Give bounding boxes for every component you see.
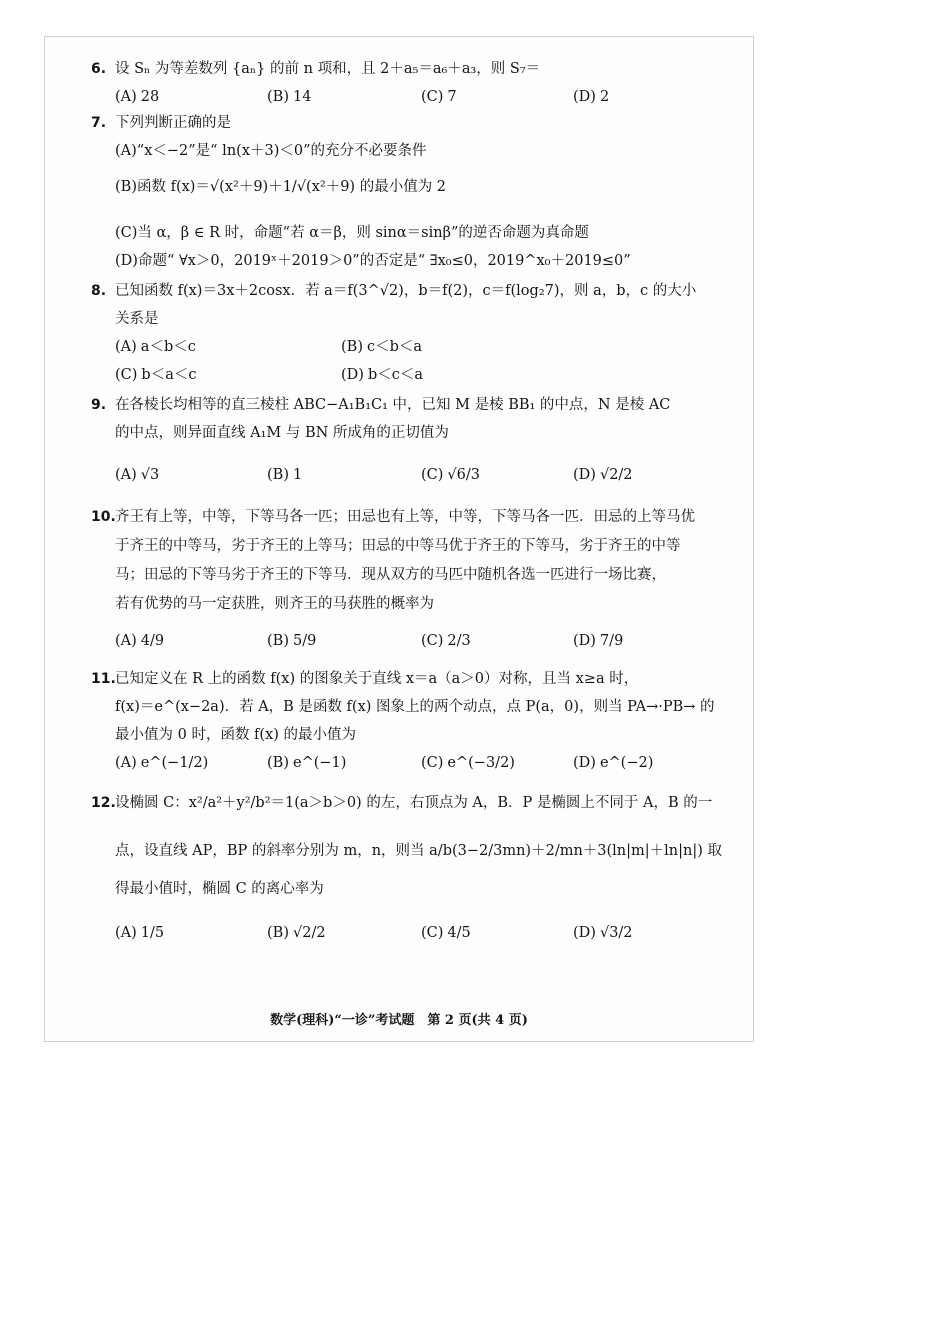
question-stem-continued: 的中点，则异面直线 A₁M 与 BN 所成角的正切值为 xyxy=(115,425,449,441)
question-7 xyxy=(91,109,725,269)
option-b: (B) 5/9 xyxy=(267,633,317,649)
question-number: 12. xyxy=(91,795,116,811)
question-stem-continued: 于齐王的中等马，劣于齐王的上等马；田忌的中等马优于齐王的下等马，劣于齐王的中等 xyxy=(115,538,681,554)
question-number: 8. xyxy=(91,283,107,299)
question-number: 9. xyxy=(91,397,107,413)
option-b: (B) c＜b＜a xyxy=(341,339,423,355)
page-footer: 数学(理科)“一诊”考试题 第 2 页(共 4 页) xyxy=(270,1013,528,1028)
option-c: (C) 2/3 xyxy=(421,633,471,649)
question-stem: 设 Sₙ 为等差数列 {aₙ} 的前 n 项和，且 2＋a₅＝a₆＋a₃，则 S₇＝ xyxy=(115,61,541,77)
question-8 xyxy=(91,277,725,387)
option-b: (B)函数 f(x)＝√(x²＋9)＋1/√(x²＋9) 的最小值为 2 xyxy=(115,179,447,195)
question-stem-continued: 若有优势的马一定获胜，则齐王的马获胜的概率为 xyxy=(115,596,434,612)
option-a: (A) √3 xyxy=(115,467,160,483)
question-11 xyxy=(91,665,725,785)
option-a: (A) 1/5 xyxy=(115,925,165,941)
question-stem: 下列判断正确的是 xyxy=(115,115,231,131)
option-c: (C)当 α，β ∈ R 时，命题“若 α＝β，则 sinα＝sinβ”的逆否命题为真命题 xyxy=(115,225,589,241)
question-stem: 设椭圆 C：x²/a²＋y²/b²＝1(a＞b＞0) 的左，右顶点为 A，B．P 是椭圆上不同于 A，B 的一 xyxy=(115,795,713,811)
option-a: (A)“x＜−2”是“ ln(x＋3)＜0”的充分不必要条件 xyxy=(115,143,427,159)
option-d: (D) b＜c＜a xyxy=(341,367,424,383)
option-c: (C) 4/5 xyxy=(421,925,471,941)
question-stem-continued: 得最小值时，椭圆 C 的离心率为 xyxy=(115,881,324,897)
question-9 xyxy=(91,391,725,501)
question-stem: 齐王有上等，中等，下等马各一匹；田忌也有上等，中等，下等马各一匹．田忌的上等马优 xyxy=(115,509,695,525)
option-d: (D) e^(−2) xyxy=(573,755,654,771)
option-c: (C) b＜a＜c xyxy=(115,367,197,383)
question-10 xyxy=(91,503,725,663)
question-number: 11. xyxy=(91,671,116,687)
question-6 xyxy=(91,55,725,115)
question-stem: 已知定义在 R 上的函数 f(x) 的图象关于直线 x＝a（a＞0）对称，且当 x≥a 时， xyxy=(115,671,639,687)
question-number: 7. xyxy=(91,115,107,131)
option-c: (C) 7 xyxy=(421,89,457,105)
option-b: (B) e^(−1) xyxy=(267,755,347,771)
option-d: (D)命题“ ∀x＞0，2019ˣ＋2019＞0”的否定是“ ∃x₀≤0，2019^x₀＋2019≤0” xyxy=(115,253,631,269)
question-stem: 在各棱长均相等的直三棱柱 ABC−A₁B₁C₁ 中，已知 M 是棱 BB₁ 的中点，N 是棱 AC xyxy=(115,397,671,413)
option-b: (B) 1 xyxy=(267,467,303,483)
question-12 xyxy=(91,789,725,959)
question-number: 10. xyxy=(91,509,116,525)
option-b: (B) 14 xyxy=(267,89,312,105)
exam-page xyxy=(44,36,754,1042)
question-stem-continued: 马；田忌的下等马劣于齐王的下等马．现从双方的马匹中随机各选一匹进行一场比赛， xyxy=(115,567,666,583)
option-d: (D) 7/9 xyxy=(573,633,624,649)
option-a: (A) a＜b＜c xyxy=(115,339,196,355)
option-c: (C) √6/3 xyxy=(421,467,480,483)
question-stem-continued: f(x)＝e^(x−2a)．若 A，B 是函数 f(x) 图象上的两个动点，点 P(a，0)，则当 PA→·PB→ 的 xyxy=(115,699,715,715)
option-a: (A) 28 xyxy=(115,89,160,105)
option-d: (D) √2/2 xyxy=(573,467,633,483)
option-c: (C) e^(−3/2) xyxy=(421,755,515,771)
option-d: (D) 2 xyxy=(573,89,610,105)
option-a: (A) 4/9 xyxy=(115,633,165,649)
question-number: 6. xyxy=(91,61,107,77)
option-d: (D) √3/2 xyxy=(573,925,633,941)
option-a: (A) e^(−1/2) xyxy=(115,755,209,771)
question-stem: 已知函数 f(x)＝3x＋2cosx．若 a＝f(3^√2)，b＝f(2)，c＝f(log₂7)，则 a，b，c 的大小 xyxy=(115,283,697,299)
question-stem-continued: 关系是 xyxy=(115,311,159,327)
question-stem-continued: 点，设直线 AP，BP 的斜率分别为 m，n，则当 a/b(3−2/3mn)＋2/mn＋3(ln|m|＋ln|n|) 取 xyxy=(115,843,723,859)
question-stem-continued: 最小值为 0 时，函数 f(x) 的最小值为 xyxy=(115,727,357,743)
option-b: (B) √2/2 xyxy=(267,925,326,941)
